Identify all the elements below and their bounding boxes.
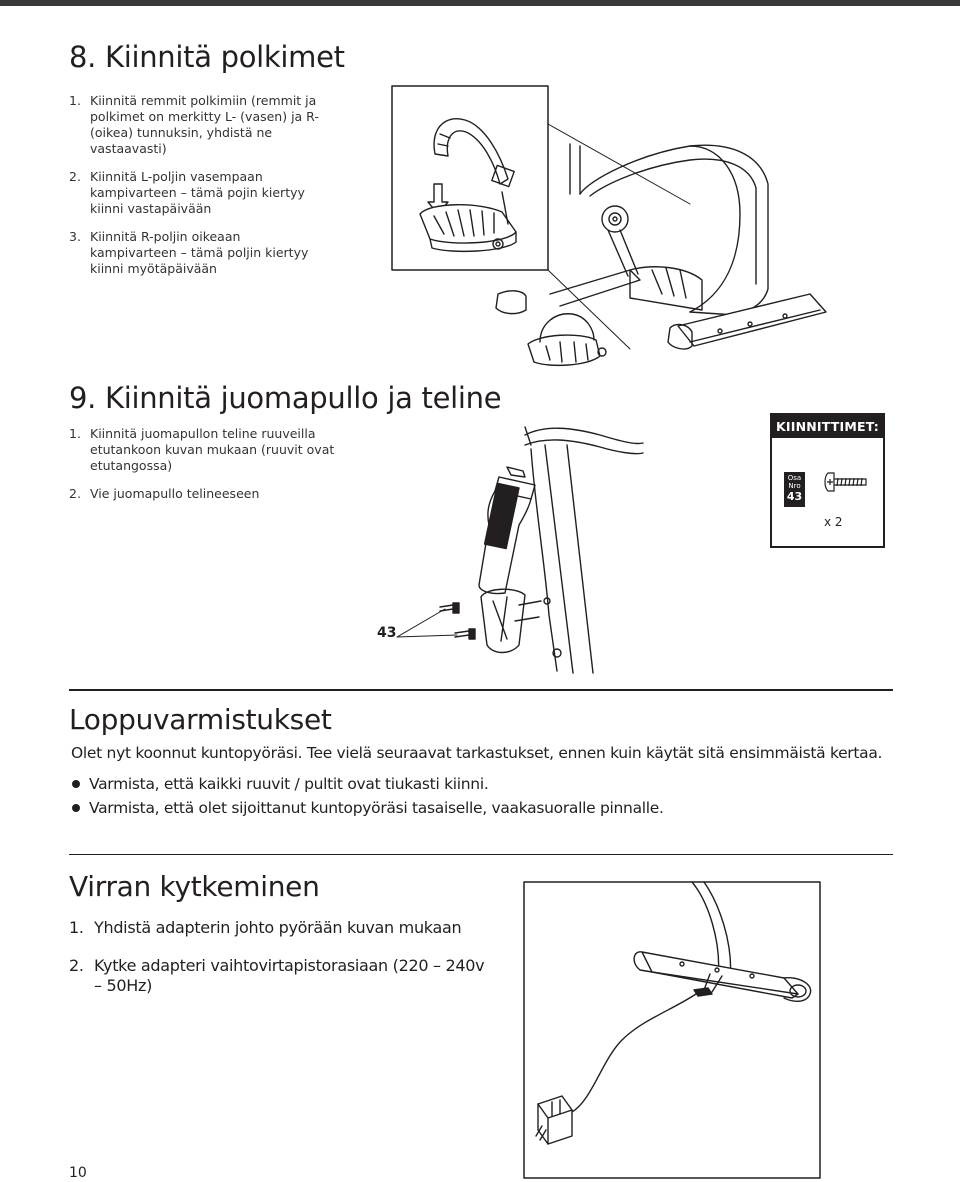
final-checks-title: Loppuvarmistukset: [69, 703, 332, 736]
part-callout-number: 43: [377, 625, 397, 641]
step-item: [69, 486, 337, 502]
section-divider: [69, 854, 893, 855]
step-text: Vie juomapullo telineeseen: [90, 486, 260, 501]
step-text: Kytke adapteri vaihtovirtapistorasiaan (220 – 240v – 50Hz): [94, 956, 485, 995]
step-item: [69, 956, 489, 996]
step-item: [69, 918, 489, 938]
section-8-steps: [69, 93, 324, 289]
list-item-text: Varmista, että kaikki ruuvit / pultit ovat tiukasti kiinni.: [89, 775, 489, 793]
list-item-text: Varmista, että olet sijoittanut kuntopyöräsi tasaiselle, vaakasuoralle pinnalle.: [89, 799, 664, 817]
step-item: [69, 93, 324, 157]
step-item: [69, 169, 324, 217]
step-number: 3.: [69, 229, 81, 244]
part-label: Osa: [787, 474, 802, 482]
bullet-icon: [72, 804, 80, 812]
list-item: [71, 772, 664, 796]
fasteners-header: KIINNITTIMET:: [772, 415, 883, 438]
step-text: Yhdistä adapterin johto pyörään kuvan mukaan: [94, 918, 462, 937]
step-number: 2.: [69, 486, 81, 501]
part-label: Nro: [788, 482, 801, 490]
bullet-icon: [72, 780, 80, 788]
screw-icon: [824, 471, 869, 493]
step-text: Kiinnitä juomapullon teline ruuveilla etutankoon kuvan mukaan (ruuvit ovat etutangossa): [90, 426, 335, 473]
final-checks-list: [71, 772, 664, 820]
section-divider: [69, 689, 893, 691]
bottle-holder-illustration: [395, 415, 645, 675]
step-item: [69, 229, 324, 277]
section-9-steps: [69, 426, 337, 514]
power-adapter-illustration: [522, 880, 822, 1180]
step-number: 1.: [69, 426, 81, 441]
step-text: Kiinnitä remmit polkimiin (remmit ja polkimet on merkitty L- (vasen) ja R- (oikea) tunnuksin, yhdistä ne vastaavasti): [90, 93, 319, 156]
step-number: 1.: [69, 918, 84, 937]
pedal-assembly-illustration: [390, 84, 830, 384]
part-number: 43: [786, 490, 803, 503]
step-text: Kiinnitä L-poljin vasempaan kampivarteen – tämä pojin kiertyy kiinni vastapäivään: [90, 169, 305, 216]
power-title: Virran kytkeminen: [69, 870, 320, 903]
fasteners-box: [770, 413, 885, 548]
final-checks-intro: Olet nyt koonnut kuntopyöräsi. Tee vielä seuraavat tarkastukset, ennen kuin käytät sitä ensimmäistä kertaa.: [71, 744, 883, 762]
section-8-title: 8. Kiinnitä polkimet: [69, 40, 345, 74]
top-border: [0, 0, 960, 6]
quantity-label: x 2: [824, 515, 843, 529]
list-item: [71, 796, 664, 820]
page-number: 10: [69, 1165, 87, 1181]
section-9-title: 9. Kiinnitä juomapullo ja teline: [69, 381, 502, 415]
step-text: Kiinnitä R-poljin oikeaan kampivarteen – tämä poljin kiertyy kiinni myötäpäivään: [90, 229, 309, 276]
step-number: 2.: [69, 169, 81, 184]
step-number: 2.: [69, 956, 84, 975]
part-number-tag: [784, 472, 805, 507]
step-item: [69, 426, 337, 474]
step-number: 1.: [69, 93, 81, 108]
power-steps: [69, 918, 489, 1014]
